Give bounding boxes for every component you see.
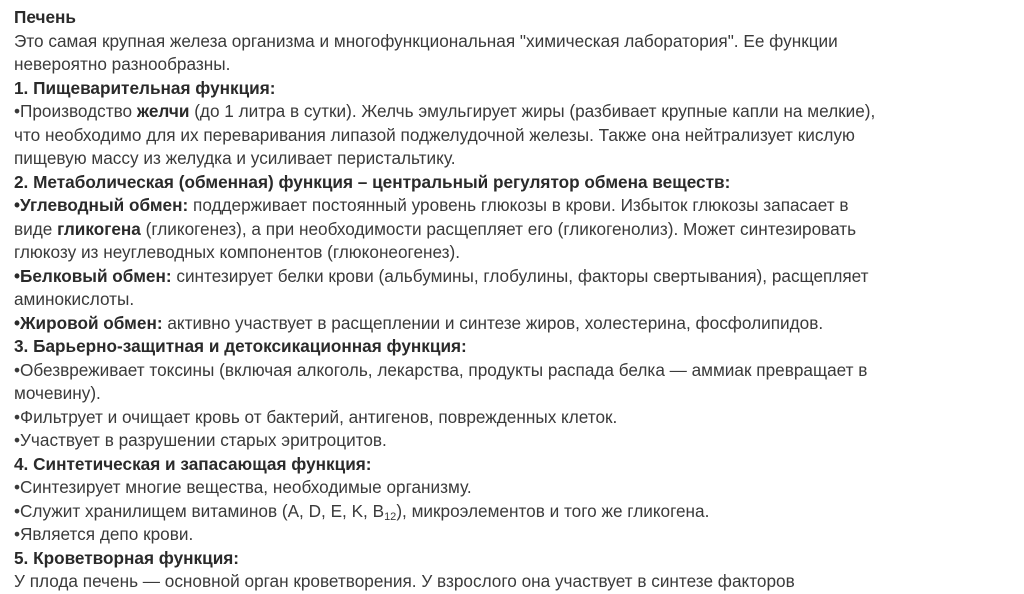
erythrocyte-line: •Участвует в разрушении старых эритроцитов. xyxy=(14,430,387,450)
bile-line-3: пищевую массу из желудка и усиливает перистальтику. xyxy=(14,148,456,168)
filter-line: •Фильтрует и очищает кровь от бактерий, антигенов, поврежденных клеток. xyxy=(14,406,618,427)
detox-line-2: мочевину). xyxy=(14,383,101,403)
carb-l2-rest: (гликогенез), а при необходимости расщепляет его (гликогенолиз). Может синтезировать xyxy=(140,218,857,239)
fat-line xyxy=(14,312,1014,336)
storage-line xyxy=(14,500,1014,524)
carb-line-3: глюкозу из неуглеводных компонентов (глюконеогенез). xyxy=(14,242,461,262)
carb-line-2 xyxy=(14,218,1014,242)
synthesis-line: •Синтезирует многие вещества, необходимые организму. xyxy=(14,477,472,497)
protein-text: синтезирует белки крови (альбумины, глобулины, факторы свертывания), расщепляет xyxy=(171,265,869,286)
fat-label: •Жировой обмен: xyxy=(14,312,163,333)
detox-line-1: •Обезвреживает токсины (включая алкоголь, лекарства, продукты распада белка — аммиак превращает в xyxy=(14,359,868,380)
storage-rest: ), микроэлементов и того же гликогена. xyxy=(396,500,710,521)
slide-text xyxy=(14,6,1014,594)
hematopoiesis-line: У плода печень — основной орган кроветворения. У взрослого она участвует в синтезе факторов xyxy=(14,571,795,591)
carb-label: •Углеводный обмен: xyxy=(14,195,189,215)
storage-prefix: •Служит хранилищем витаминов (A, D, E, K, B xyxy=(14,500,385,521)
bile-prefix: •Производство xyxy=(14,101,137,121)
carb-line-1 xyxy=(14,194,1014,218)
b12-subscript: 12 xyxy=(384,510,397,523)
bile-term: желчи xyxy=(136,101,190,121)
bile-rest: (до 1 литра в сутки). Желчь эмульгирует жиры (разбивает крупные капли на мелкие), xyxy=(189,101,876,121)
carb-text: поддерживает постоянный уровень глюкозы в крови. Избыток глюкозы запасает в xyxy=(188,195,849,215)
carb-l2-prefix: виде xyxy=(14,218,58,239)
page-title: Печень xyxy=(14,7,76,27)
section-5-heading: 5. Кроветворная функция: xyxy=(14,547,240,568)
intro-line-2: невероятно разнообразны. xyxy=(14,54,231,74)
bile-line-2: что необходимо для их переваривания липазой поджелудочной железы. Также она нейтрализует кислую xyxy=(14,124,855,145)
section-4-heading: 4. Синтетическая и запасающая функция: xyxy=(14,453,372,474)
bile-line-1 xyxy=(14,100,1014,124)
section-3-heading: 3. Барьерно-защитная и детоксикационная функция: xyxy=(14,336,467,356)
protein-label: •Белковый обмен: xyxy=(14,265,172,286)
glycogen-term: гликогена xyxy=(57,218,141,239)
protein-line-2: аминокислоты. xyxy=(14,289,135,309)
fat-text: активно участвует в расщеплении и синтезе жиров, холестерина, фосфолипидов. xyxy=(162,312,824,333)
protein-line-1 xyxy=(14,265,1014,289)
blood-depot-line: •Является депо крови. xyxy=(14,524,194,544)
section-1-heading: 1. Пищеварительная функция: xyxy=(14,77,276,98)
section-2-heading: 2. Метаболическая (обменная) функция – центральный регулятор обмена веществ: xyxy=(14,171,731,192)
intro-line-1: Это самая крупная железа организма и многофункциональная "химическая лаборатория". Ее функции xyxy=(14,30,838,51)
